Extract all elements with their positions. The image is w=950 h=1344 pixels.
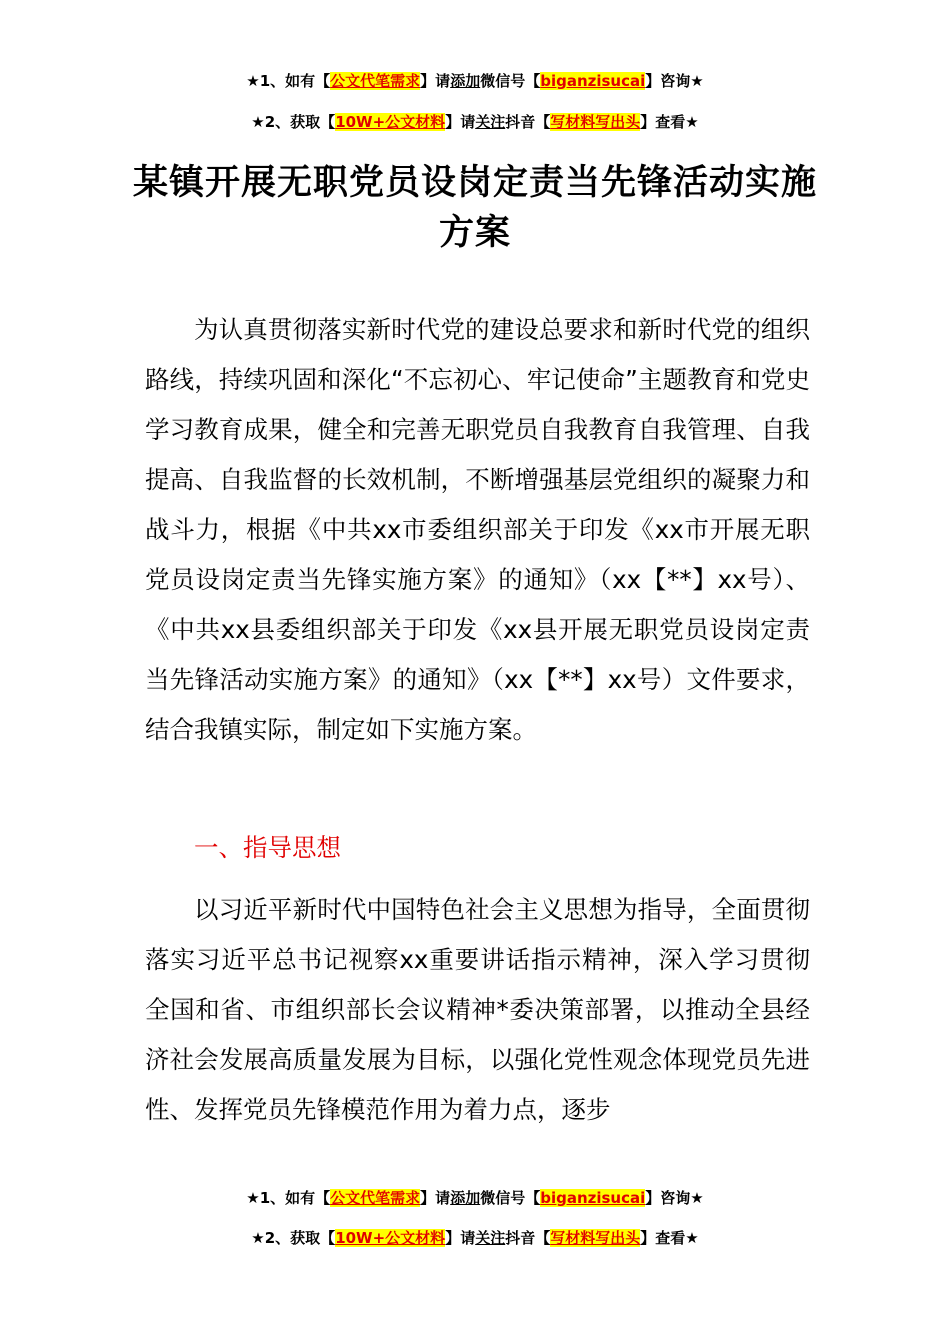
banner-highlight: 公文代笔需求	[330, 72, 421, 90]
banner-highlight: 公文代笔需求	[330, 1189, 421, 1207]
banner-highlight: biganzisucai	[540, 72, 646, 90]
section-heading: 一、指导思想	[194, 833, 341, 862]
banner-text: 】请	[445, 1229, 476, 1247]
banner-emphasis: 关注	[475, 113, 506, 131]
banner-text: 微信号【	[480, 1189, 541, 1207]
bottom-banner-line-1	[0, 1187, 950, 1209]
banner-highlight: 10W+公文材料	[335, 113, 446, 131]
banner-text: ★2、获取【	[251, 113, 336, 131]
banner-highlight: 写材料写出头	[550, 113, 641, 131]
banner-text: ★1、如有【	[246, 72, 331, 90]
banner-highlight: biganzisucai	[540, 1189, 646, 1207]
top-banner-line-1	[0, 70, 950, 92]
top-banner-line-2	[0, 111, 950, 133]
banner-emphasis: 添加	[450, 1189, 481, 1207]
banner-text: 抖音【	[505, 1229, 551, 1247]
banner-emphasis: 关注	[475, 1229, 506, 1247]
section-body-paragraph: 以习近平新时代中国特色社会主义思想为指导，全面贯彻落实习近平总书记视察xx重要讲话指示精神，深入学习贯彻全国和省、市组织部长会议精神*委决策部署，以推动全县经济社会发展高质量发展为目标，以强化党性观念体现党员先进性、发挥党员先锋模范作用为着力点，逐步	[145, 895, 810, 1124]
banner-text: 】请	[420, 1189, 451, 1207]
banner-text: 】请	[420, 72, 451, 90]
banner-text: ★1、如有【	[246, 1189, 331, 1207]
banner-text: 】咨询★	[645, 72, 704, 90]
banner-text: 】查看★	[640, 113, 699, 131]
banner-emphasis: 添加	[450, 72, 481, 90]
document-title: 某镇开展无职党员设岗定责当先锋活动实施方案	[132, 163, 817, 253]
banner-text: ★2、获取【	[251, 1229, 336, 1247]
banner-text: 抖音【	[505, 113, 551, 131]
bottom-banner-line-2	[0, 1227, 950, 1249]
banner-text: 】咨询★	[645, 1189, 704, 1207]
intro-paragraph: 为认真贯彻落实新时代党的建设总要求和新时代党的组织路线，持续巩固和深化“不忘初心、牢记使命”主题教育和党史学习教育成果，健全和完善无职党员自我教育自我管理、自我提高、自我监督的长效机制，不断增强基层党组织的凝聚力和战斗力，根据《中共xx市委组织部关于印发《xx市开展无职党员设岗定责当先锋实施方案》的通知》（xx【**】xx号）、《中共xx县委组织部关于印发《xx县开展无职党员设岗定责当先锋活动实施方案》的通知》（xx【**】xx号）文件要求，结合我镇实际，制定如下实施方案。	[145, 315, 810, 744]
banner-text: 微信号【	[480, 72, 541, 90]
banner-highlight: 10W+公文材料	[335, 1229, 446, 1247]
banner-highlight: 写材料写出头	[550, 1229, 641, 1247]
banner-text: 】查看★	[640, 1229, 699, 1247]
banner-text: 】请	[445, 113, 476, 131]
